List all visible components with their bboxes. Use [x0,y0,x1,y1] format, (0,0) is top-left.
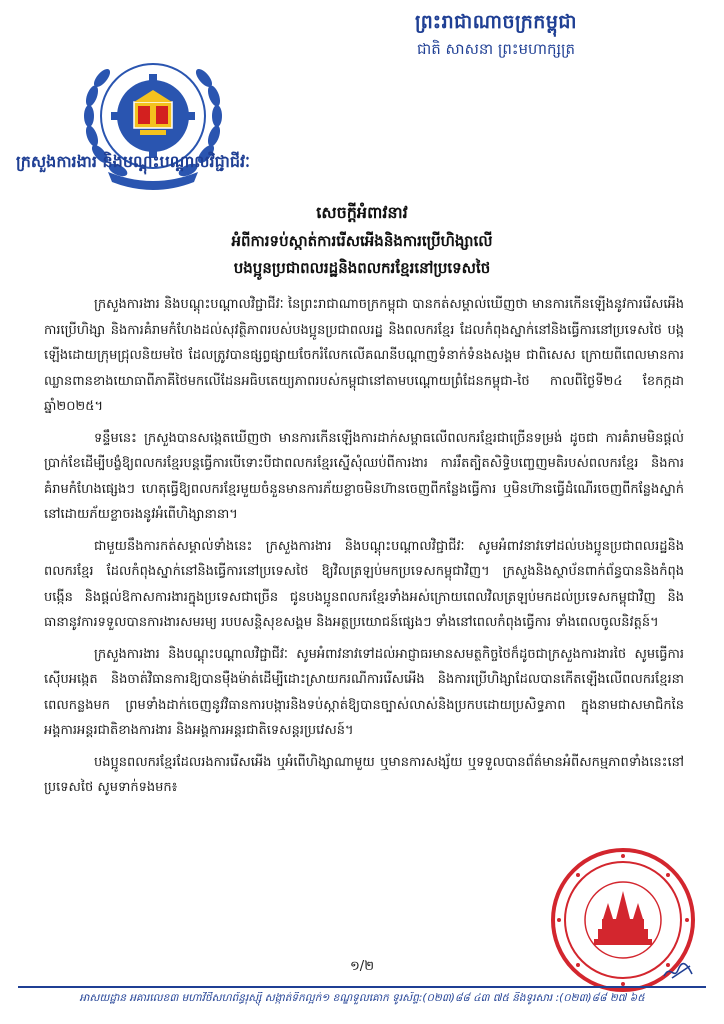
title-line-1: សេចក្ដីអំពាវនាវ [316,203,408,222]
signature-icon [662,960,696,982]
page-number: ១/២ [349,959,375,974]
national-motto: ជាតិ សាសនា ព្រះមហាក្សត្រ [416,40,576,58]
paragraph-1: ក្រសួងការងារ និងបណ្តុះបណ្តាលវិជ្ជាជីវៈ នៃព្រះរាជាណាចក្រកម្ពុជា បានកត់សម្គាល់ឃើញថា មានការកើនឡើងនូវការរើសអើង ការប្រើហិង្សា និងការគំរាមកំហែងដល់សុវត្ថិភាពរបស់បងប្អូនប្រជាពលរដ្ឋ និងពលករខ្មែរ ដែលកំពុងស្នាក់នៅនិងធ្វើការនៅប្រទេសថៃ បង្កឡើងដោយក្រុមជ្រុលនិយមថៃ ដែលត្រូវបានផ្សព្វផ្សាយចែករំលែកលើគណនីបណ្ដាញទំនាក់ទំនងសង្គម ជាពិសេស ក្រោយពីពេលមានការឈ្លានពានខាងយោធាពីភាគីថៃមកលើដែនអធិបតេយ្យភាពរបស់កម្ពុជានៅតាមបណ្ដោយព្រំដែនកម្ពុជា-ថៃ កាលពីថ្ងៃទី២៤ ខែកក្កដា ឆ្នាំ២០២៥។ [44,297,684,414]
paragraph-3: ជាមួយនឹងការកត់សម្គាល់ទាំងនេះ ក្រសួងការងារ និងបណ្តុះបណ្តាលវិជ្ជាជីវៈ សូមអំពាវនាវទៅដល់បងប្អូនប្រជាពលរដ្ឋនិងពលករខ្មែរ ដែលកំពុងស្នាក់នៅនិងធ្វើការនៅប្រទេសថៃ ឱ្យវិលត្រឡប់មកប្រទេសកម្ពុជាវិញ។ ក្រសួងនិងស្ថាប័នពាក់ព័ន្ធបាននិងកំពុងបង្កើន និងផ្តល់ឱកាសការងារក្នុងប្រទេសជាច្រើន ជូនបងប្អូនពលករខ្មែរទាំងអស់ក្រោយពេលវិលត្រឡប់មកដល់ប្រទេសកម្ពុជាវិញ និងធានានូវការទទួលបានការងារសមរម្យ របបសន្តិសុខសង្គម និងអត្ថប្រយោជន៍ផ្សេងៗ ទាំងនៅពេលកំពុងធ្វើការ ទាំងពេលចូលនិវត្តន៍។ [44,538,684,630]
ministry-name: ក្រសួងការងារ និងបណ្តុះបណ្តាលវិជ្ជាជីវៈ [16,152,250,171]
paragraph-4: ក្រសួងការងារ និងបណ្តុះបណ្តាលវិជ្ជាជីវៈ សូមអំពាវនាវទៅដល់អាជ្ញាធរមានសមត្ថកិច្ចថៃក៏ដូចជាក្រសួងការងារថៃ សូមធ្វើការស៊ើបអង្កេត និងចាត់វិធានការឱ្យបានម៉ឺងម៉ាត់ដើម្បីដោះស្រាយករណីការរើសអើង និងការប្រើហិង្សាដែលបានកើតឡើងលើពលករខ្មែរនាពេលកន្លងមក ព្រមទាំងដាក់ចេញនូវវិធានការបង្ការនិងទប់ស្កាត់ឱ្យបានច្បាស់លាស់និងប្រកបដោយប្រសិទ្ធភាព ក្នុងនាមជាសមាជិកនៃអង្គការអន្តរជាតិខាងការងារ និងអង្គការអន្តរជាតិទេសន្តរប្រវេសន៍។ [44,646,684,738]
footer-address: អាសយដ្ឋាន អគារលេខ៣ មហាវិថីសហព័ន្ធរុស្ស៊ី សង្កាត់ទឹកល្អក់១ ខណ្ឌទួលគោក ទូរស័ព្ទ:(០២៣)៨៨ ៤៣ ៧៥ និងទូរសារ :(០២៣)៨៨ ២៧ ៦៥ [79,992,645,1004]
announcement-body [44,292,684,807]
paragraph-5: បងប្អូនពលករខ្មែរដែលរងការរើសអើង ឬអំពើហិង្សាណាមួយ ឬមានការសង្ស័យ ឬទទួលបានព័ត៌មានអំពីសកម្មភាពទាំងនេះនៅប្រទេសថៃ សូមទាក់ទងមក៖ [44,754,684,795]
announcement-title [60,202,664,281]
title-line-3: បងប្អូនប្រជាពលរដ្ឋនិងពលករខ្មែរនៅប្រទេសថៃ [233,259,491,277]
kingdom-title: ព្រះរាជាណាចក្រកម្ពុជា [415,11,577,33]
footer-divider [18,986,706,988]
paragraph-2: ទន្ទឹមនេះ ក្រសួងបានសង្កេតឃើញថា មានការកើនឡើងការដាក់សម្ពាធលើពលករខ្មែរជាច្រើនទម្រង់ ដូចជា ការគំរាមមិនផ្តល់ប្រាក់ខែដើម្បីបង្ខំឱ្យពលករខ្មែរបន្តធ្វើការបើទោះបីជាពលករខ្មែរស្នើសុំឈប់ពីការងារ ការរឹតត្បិតសិទ្ធិបញ្ចេញមតិរបស់ពលករខ្មែរ និងការគំរាមកំហែងផ្សេងៗ ហេតុធ្វើឱ្យពលករខ្មែរមួយចំនួនមានការភ័យខ្លាចមិនហ៊ានចេញពីកន្លែងធ្វើការ ឬមិនហ៊ានធ្វើដំណើរចេញពីកន្លែងស្នាក់នៅដោយភ័យខ្លាចរងនូវអំពើហិង្សានានា។ [44,430,684,522]
title-line-2: អំពីការទប់ស្កាត់ការរើសអើងនិងការប្រើហិង្សាលើ [231,232,493,250]
